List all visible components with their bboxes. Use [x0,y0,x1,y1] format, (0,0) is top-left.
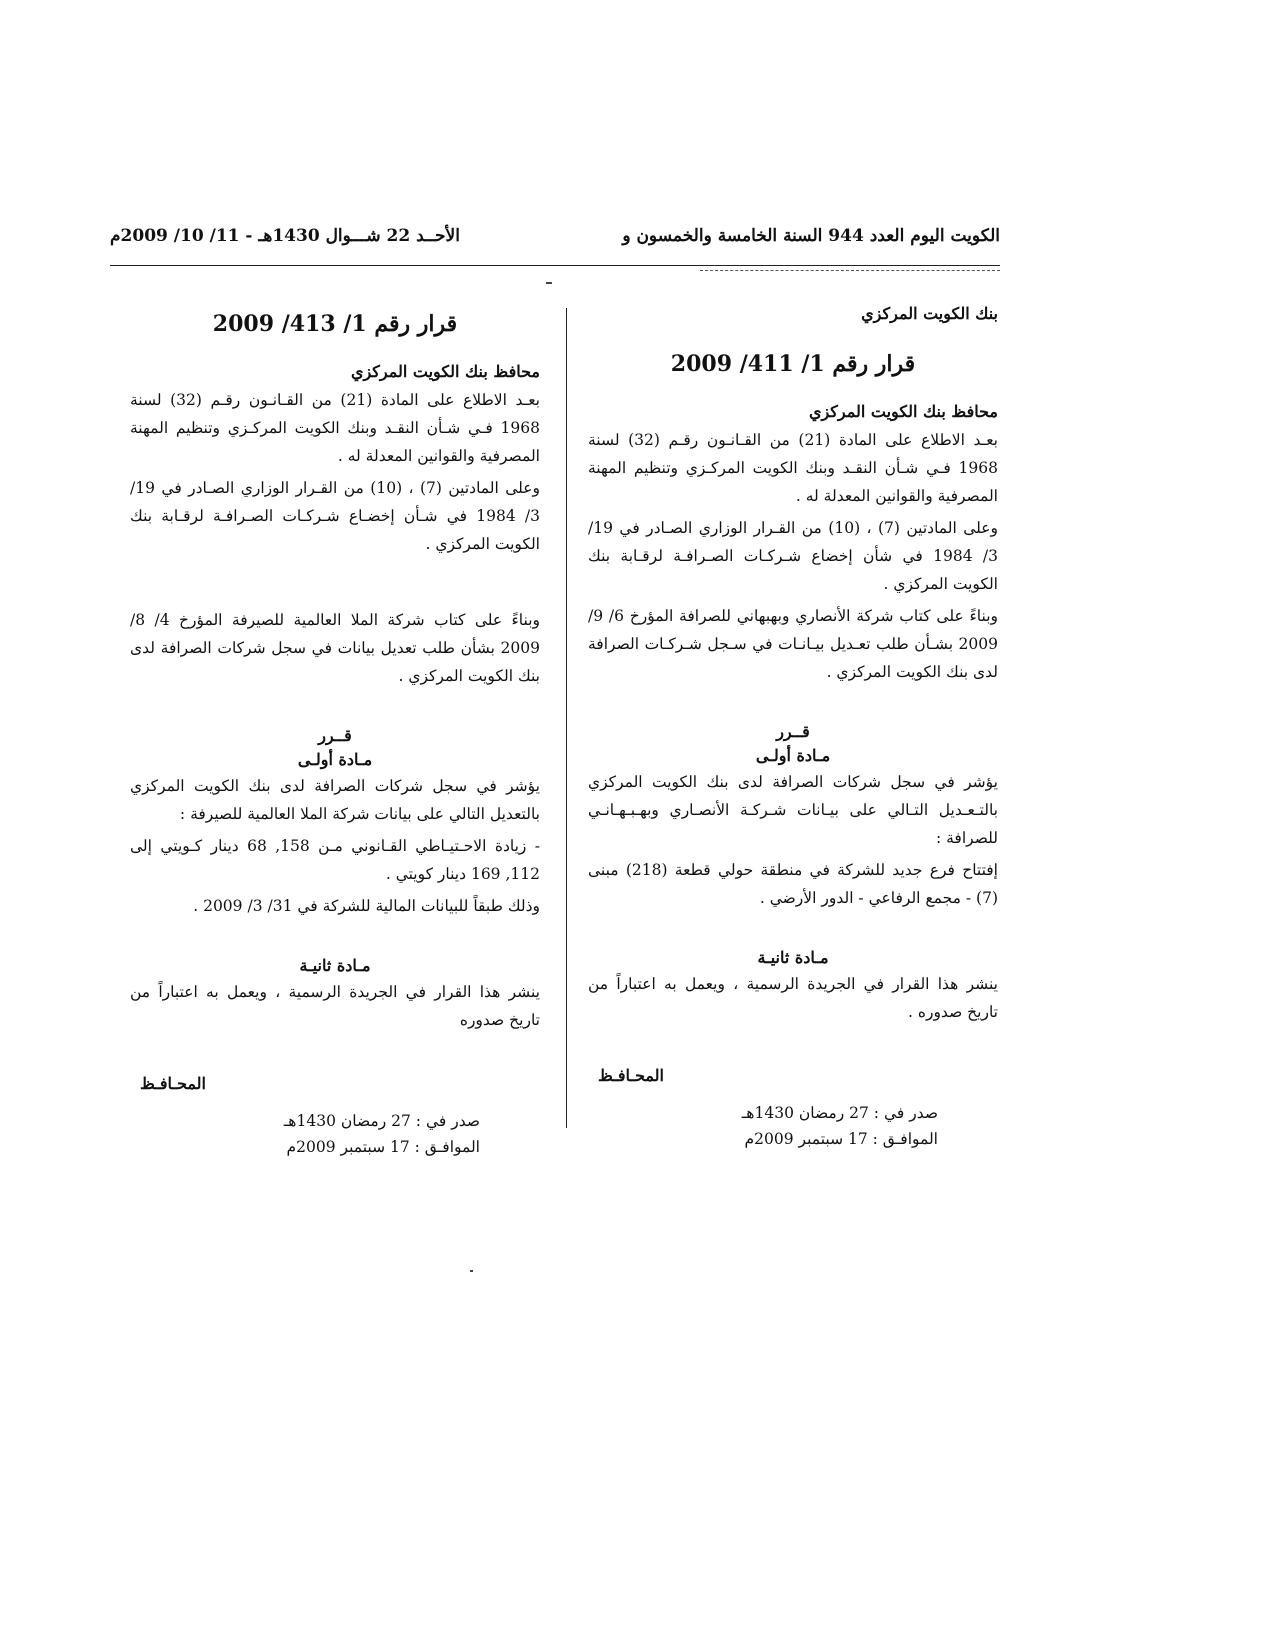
article-one-item: إفتتاح فرع جديد للشركة في منطقة حولي قطعة (218) مبنى (7) - مجمع الرفاعي - الدور الأرضي . [588,861,998,907]
issued-gregorian-date: الموافـق : 17 سبتمبر 2009م [744,1130,938,1148]
preamble-law: بعـد الاطلاع على المادة (21) من القـانـون رقـم (32) لسنة 1968 فـي شـأن النقـد وبنك الكويت المركـزي وتنظيم المهنة المصرفية والقوانين المعدلة له . [588,431,998,505]
decision-413-column [130,310,540,1160]
decided-heading: قــرر [776,722,810,741]
preamble-request-letter: وبناءً على كتاب شركة الملا العالمية للصيرفة المؤرخ 4/ 8/ 2009 بشأن طلب تعديل بيانات في سجل شركات الصرافة لدى بنك الكويت المركزي . [130,611,540,685]
scan-speck [470,1270,473,1272]
article-two-heading: مـادة ثانيـة [757,948,829,967]
governor-signature: المحـافـظ [140,1074,206,1093]
decision-title: قرار رقم 1/ 413/ 2009 [212,311,458,337]
article-two-text: ينشر هذا القرار في الجريدة الرسمية ، ويعمل به اعتباراً من تاريخ صدوره [130,983,540,1029]
article-one-text: يؤشر في سجل شركات الصرافة لدى بنك الكويت المركزي بالتعديل التالي على بيانات شركة الملا العالمية للصيرفة : [130,777,540,823]
preamble-request-letter: وبناءً على كتاب شركة الأنصاري وبهبهاني للصرافة المؤرخ 6/ 9/ 2009 بشـأن طلب تعـديل بيـانـات في سـجل شـركـات الصرافة لدى بنك الكويت المركزي . [588,607,998,681]
preamble-ministerial-decision: وعلى المادتين (7) ، (10) من القـرار الوزاري الصـادر في 19/ 3/ 1984 في شأن إخضاع شـركـات الصـرافـة لرقـابة بنك الكويت المركزي . [588,519,998,593]
decision-title: قرار رقم 1/ 411/ 2009 [670,351,916,377]
header-rule [110,265,1000,266]
section-bank-name: بنك الكويت المركزي [861,304,998,323]
decision-411-column [588,300,998,1152]
issue-date-block [588,1100,998,1152]
article-two-text: ينشر هذا القرار في الجريدة الرسمية ، ويعمل به اعتباراً من تاريخ صدوره . [588,975,998,1021]
article-one-note: وذلك طبقاً للبيانات المالية للشركة في 31/ 3/ 2009 . [193,897,540,915]
column-divider [566,308,567,1128]
issued-gregorian-date: الموافـق : 17 سبتمبر 2009م [286,1138,480,1156]
governor-heading: محافظ بنك الكويت المركزي [350,362,540,381]
preamble-law: بعـد الاطلاع على المادة (21) من القـانـون رقـم (32) لسنة 1968 فـي شـأن النقـد وبنك الكويت المركـزي وتنظيم المهنة المصرفية والقوانين المعدلة له . [130,391,540,465]
governor-heading: محافظ بنك الكويت المركزي [808,402,998,421]
page-header [110,226,1000,254]
scan-speck [546,282,552,284]
issued-hijri-date: صدر في : 27 رمضان 1430هـ [283,1112,480,1130]
article-one-heading: مـادة أولـى [297,750,373,769]
article-one-text: يؤشر في سجل شركات الصرافة لدى بنك الكويت المركزي بالتـعـديل التـالي على بيـانات شـركـة الأنصـاري وبهـبـهـانـي للصرافة : [588,773,998,847]
header-rule-dashed [700,270,1000,271]
article-one-item: - زيادة الاحـتيـاطي القـانوني مـن 158, 68 دينار كـويتي إلى 112, 169 دينار كويتي . [130,837,541,883]
governor-signature: المحـافـظ [598,1066,664,1085]
decided-heading: قــرر [318,726,352,745]
article-two-heading: مـادة ثانيـة [299,956,371,975]
issued-hijri-date: صدر في : 27 رمضان 1430هـ [741,1104,938,1122]
header-issue-info: الكويت اليوم العدد 944 السنة الخامسة والخمسون و [622,226,1000,246]
issue-date-block [130,1108,540,1160]
header-date: الأحــد 22 شـــوال 1430هـ - 11/ 10/ 2009م [110,226,460,246]
article-one-heading: مـادة أولـى [755,746,831,765]
preamble-ministerial-decision: وعلى المادتين (7) ، (10) من القـرار الوزاري الصـادر في 19/ 3/ 1984 في شـأن إخضـاع شـركـات الصـرافـة لرقـابة بنك الكويت المركزي . [130,479,540,553]
